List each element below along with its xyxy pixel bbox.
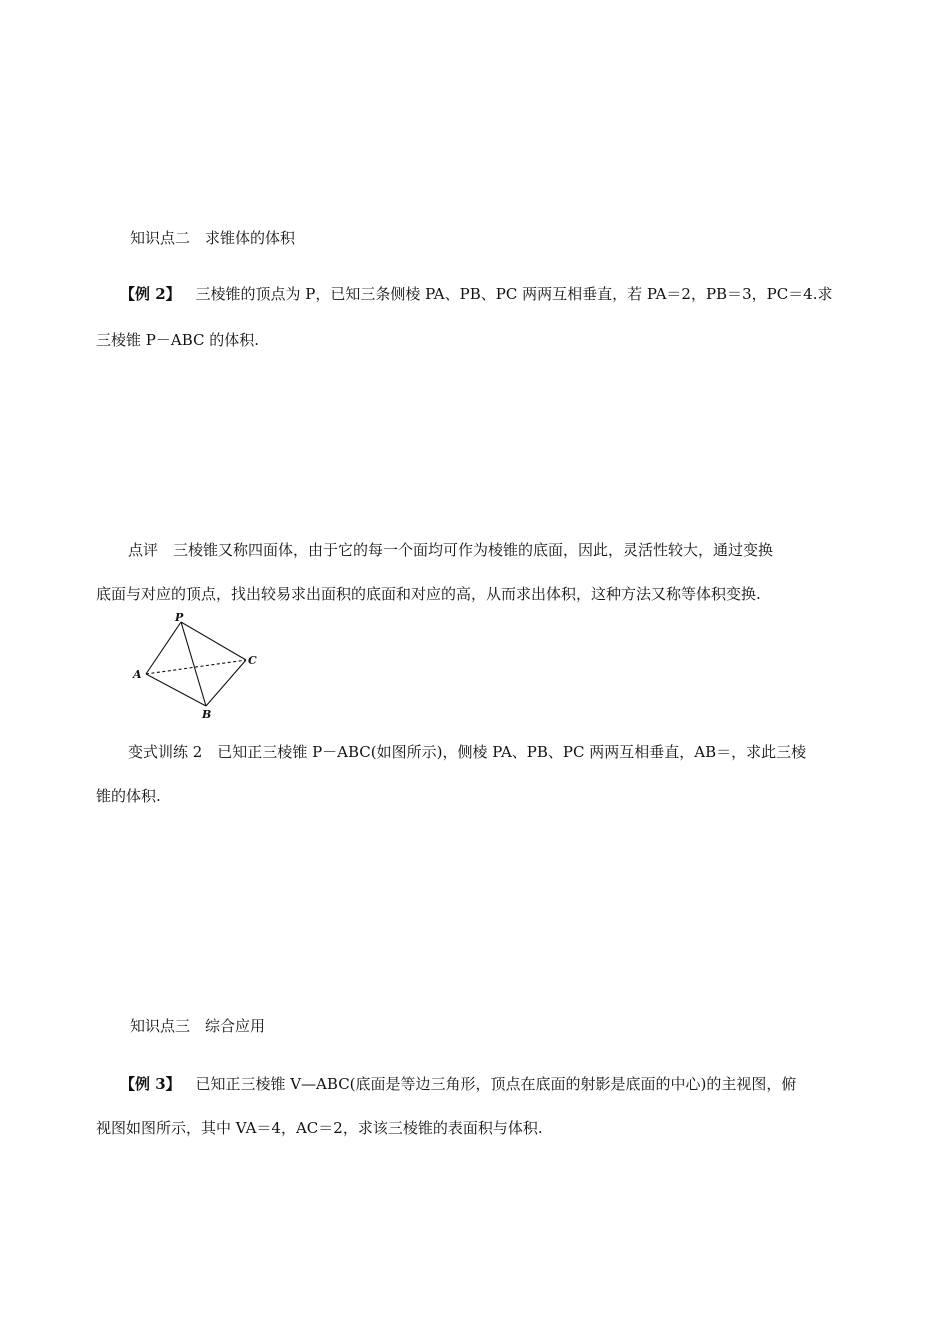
example-2-line-1: [120, 284, 833, 304]
example-3-label: 【例 3】: [120, 1075, 181, 1093]
comment-line-1: 点评 三棱锥又称四面体，由于它的每一个面均可作为棱锥的底面，因此，灵活性较大，通过变换: [128, 541, 774, 559]
edge-ab: [146, 674, 206, 706]
comment-line-2: 底面与对应的顶点，找出较易求出面积的底面和对应的高，从而求出体积，这种方法又称等体积变换.: [96, 585, 761, 603]
example-3-line-1: [120, 1074, 796, 1094]
example-3-text: 已知正三棱锥 V—ABC(底面是等边三角形，顶点在底面的射影是底面的中心)的主视图，俯: [195, 1075, 797, 1093]
section-3-title: 知识点三 综合应用: [130, 1017, 266, 1035]
edge-bc: [206, 660, 246, 706]
label-a: A: [133, 668, 142, 681]
label-p: P: [175, 611, 184, 624]
example-3-line-2: 视图如图所示，其中 VA＝4，AC＝2，求该三棱锥的表面积与体积.: [96, 1119, 543, 1137]
example-2-line-2: 三棱锥 P－ABC 的体积.: [96, 331, 260, 349]
label-c: C: [248, 654, 257, 667]
exercise-2-line-1: 变式训练 2 已知正三棱锥 P－ABC(如图所示)，侧棱 PA、PB、PC 两两互相垂直，AB＝，求此三棱: [128, 743, 807, 761]
example-2-label: 【例 2】: [120, 285, 181, 303]
tetrahedron-edges: [146, 622, 246, 706]
example-2-text: 三棱锥的顶点为 P，已知三条侧棱 PA、PB、PC 两两互相垂直，若 PA＝2，PB＝3，PC＝4.求: [195, 285, 833, 303]
exercise-2-line-2: 锥的体积.: [96, 787, 161, 805]
edge-pa: [146, 622, 181, 674]
section-2-title: 知识点二 求锥体的体积: [130, 229, 296, 247]
tetrahedron-figure: [128, 610, 268, 722]
label-b: B: [202, 708, 212, 721]
tetrahedron-diagram: [128, 610, 268, 722]
